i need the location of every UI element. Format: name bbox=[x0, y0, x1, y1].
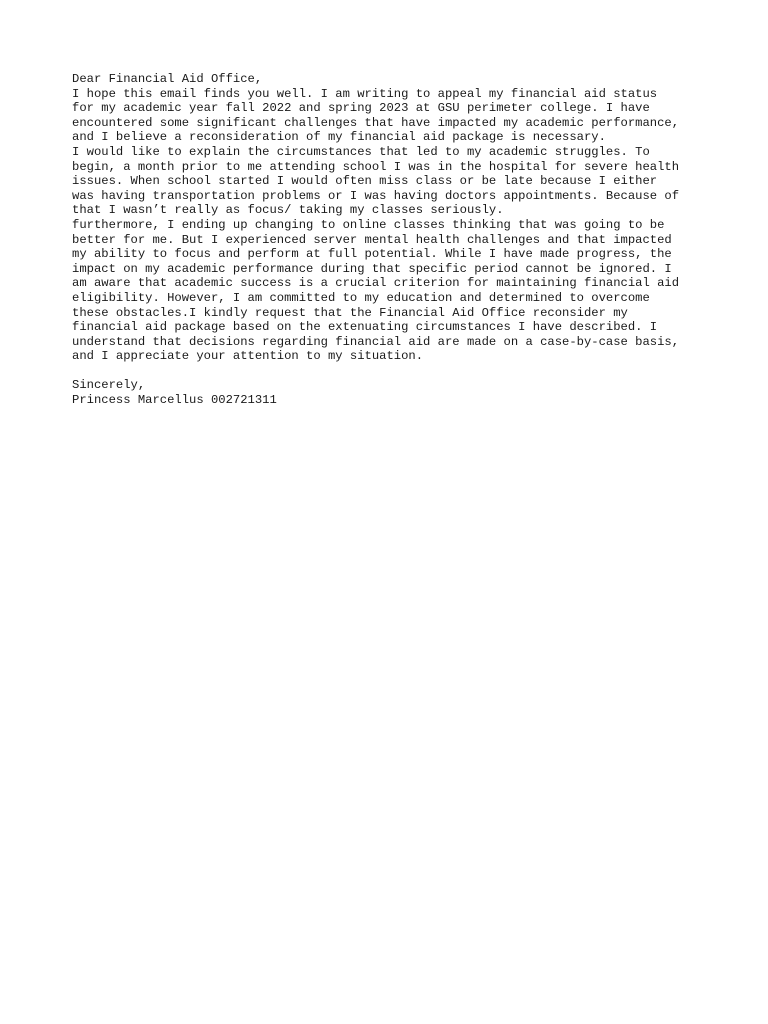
text-line: understand that decisions regarding financial aid are made on a case-by-case basis, bbox=[72, 334, 680, 349]
text-line: impact on my academic performance during that specific period cannot be ignored. I bbox=[72, 261, 672, 276]
text-line: I would like to explain the circumstances that led to my academic struggles. To bbox=[72, 144, 650, 159]
text-line: and I believe a reconsideration of my financial aid package is necessary. bbox=[72, 130, 606, 145]
signature: Princess Marcellus 002721311 bbox=[72, 393, 277, 408]
text-line: was having transportation problems or I was having doctors appointments. Because of bbox=[72, 188, 680, 203]
text-line: financial aid package based on the extenuating circumstances I have described. I bbox=[72, 320, 658, 335]
text-line: and I appreciate your attention to my situation. bbox=[72, 349, 424, 364]
text-line: for my academic year fall 2022 and spring 2023 at GSU perimeter college. I have bbox=[72, 101, 650, 116]
text-line: that I wasn’t really as focus/ taking my classes seriously. bbox=[72, 203, 504, 218]
text-line: I hope this email finds you well. I am writing to appeal my financial aid status bbox=[72, 86, 658, 101]
closing: Sincerely, bbox=[72, 378, 146, 393]
text-line: encountered some significant challenges that have impacted my academic performance, bbox=[72, 115, 680, 130]
text-line: begin, a month prior to me attending school I was in the hospital for severe health bbox=[72, 159, 680, 174]
paragraph-intro bbox=[72, 87, 712, 145]
text-line: eligibility. However, I am committed to my education and determined to overcome bbox=[72, 290, 650, 305]
text-line: better for me. But I experienced server mental health challenges and that impacted bbox=[72, 232, 672, 247]
greeting: Dear Financial Aid Office, bbox=[72, 72, 263, 86]
text-line: issues. When school started I would often miss class or be late because I either bbox=[72, 174, 658, 189]
text-line: these obstacles.I kindly request that the Financial Aid Office reconsider my bbox=[72, 305, 628, 320]
text-line: furthermore, I ending up changing to online classes thinking that was going to be bbox=[72, 217, 665, 232]
paragraph-request bbox=[72, 218, 712, 364]
letter-body bbox=[72, 72, 712, 408]
text-line: am aware that academic success is a crucial criterion for maintaining financial aid bbox=[72, 276, 680, 291]
text-line: my ability to focus and perform at full potential. While I have made progress, the bbox=[72, 247, 672, 262]
blank-line bbox=[72, 364, 712, 379]
paragraph-circumstances bbox=[72, 145, 712, 218]
